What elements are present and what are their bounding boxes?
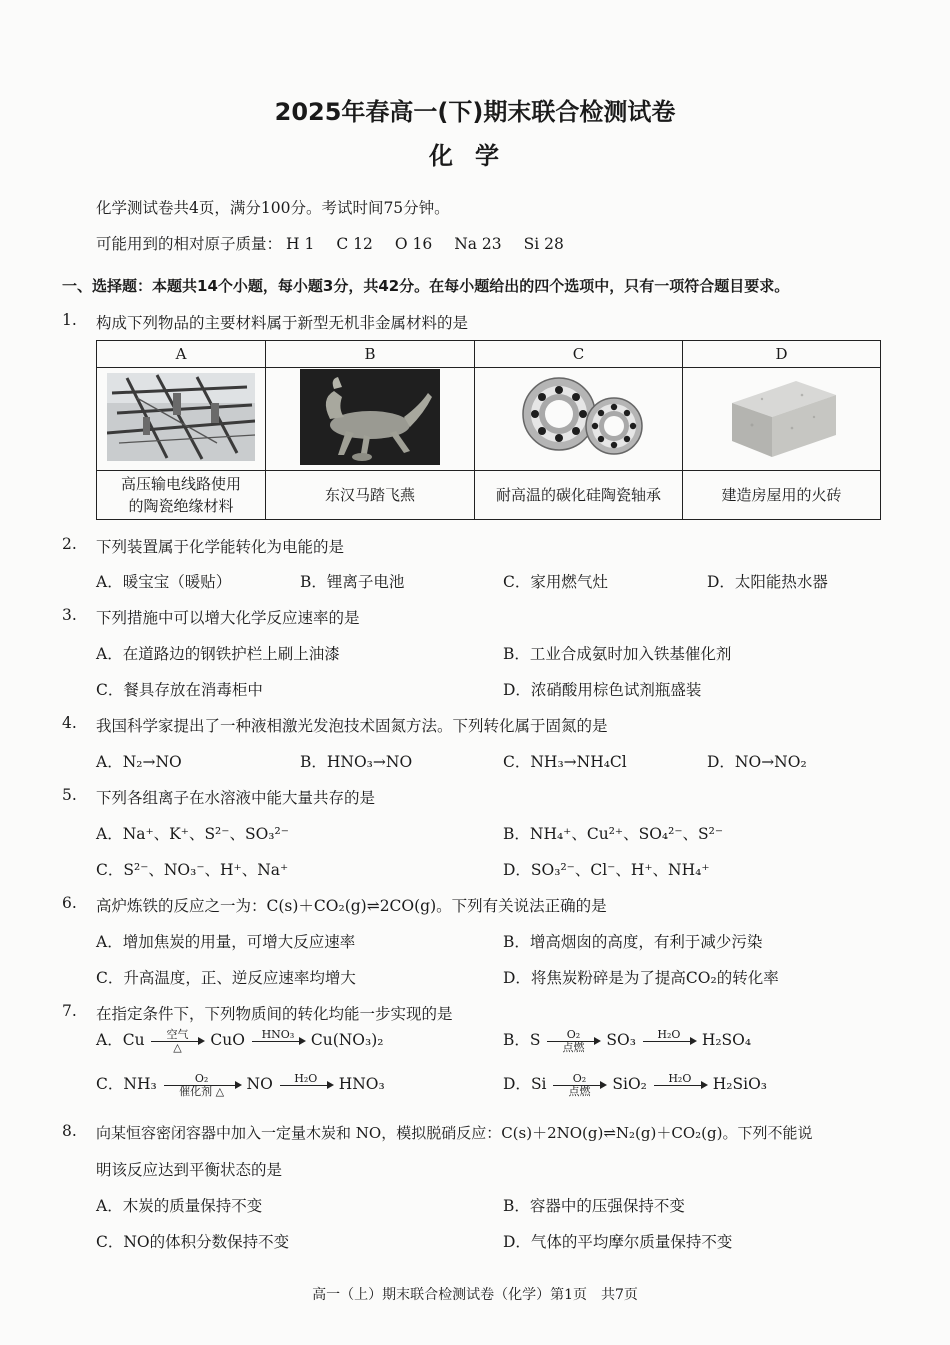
caption-cell: 东汉马踏飞燕 [266,471,475,520]
question-number: 5. [62,786,77,804]
question-number: 6. [62,894,77,912]
reaction-arrow [643,1029,695,1054]
arrow-condition-top: O₂ [194,1071,209,1085]
question-stem: 高炉炼铁的反应之一为：C(s)＋CO₂(g)⇌2CO(g)。下列有关说法正确的是 [96,897,607,915]
mass-label: 可能用到的相对原子质量： [96,235,283,253]
arrow-condition-top: H₂O [294,1071,318,1085]
caption-cell [97,471,266,520]
image-cell [266,368,475,471]
option-c[interactable]: C．NO的体积分数保持不变 [96,1233,290,1251]
option-c[interactable]: C．升高温度，正、逆反应速率均增大 [96,969,356,987]
question-stem: 构成下列物品的主要材料属于新型无机非金属材料的是 [96,314,469,332]
arrow-condition-top: O₂ [572,1071,587,1085]
arrow-condition-top: H₂O [657,1027,681,1041]
option-c[interactable] [96,1072,385,1098]
option-a[interactable]: A．暖宝宝（暖贴） [96,573,232,591]
option-a[interactable]: A．木炭的质量保持不变 [96,1197,263,1215]
option-label: C． [96,1075,124,1093]
arrow-condition-bottom [280,1086,332,1098]
question-stem-cont: 明该反应达到平衡状态的是 [96,1161,283,1179]
arrow-condition-bottom [643,1042,695,1054]
option-b[interactable]: B．锂离子电池 [300,573,405,591]
option-d[interactable]: D．SO₃²⁻、Cl⁻、H⁺、NH₄⁺ [503,861,710,879]
option-b[interactable] [503,1028,751,1054]
arrow-condition-top: HNO₃ [261,1027,295,1041]
mass-item: O 16 [394,235,433,253]
col-header: B [266,341,475,368]
arrow-condition-bottom: 点燃 [568,1084,591,1098]
option-d[interactable] [503,1072,767,1098]
reaction-arrow [280,1073,332,1098]
image-cell [475,368,683,471]
species: Cu(NO₃)₂ [310,1031,384,1049]
exam-title: 2025年春高一(下)期末联合检测试卷 [274,98,676,126]
question-number: 1. [62,311,77,329]
option-d[interactable]: D．NO→NO₂ [707,753,807,771]
reaction-arrow [252,1029,304,1054]
option-label: B． [503,1031,530,1049]
reaction-arrow [553,1073,605,1098]
mass-item: Si 28 [523,235,564,253]
question-stem: 下列装置属于化学能转化为电能的是 [96,538,345,556]
atomic-masses [96,232,586,254]
section-heading: 一、选择题：本题共14个小题，每小题3分，共42分。在每小题给出的四个选项中，只有一项符合题目要求。 [62,277,790,295]
mass-item: C 12 [336,235,373,253]
reaction-arrow [654,1073,706,1098]
question-stem: 在指定条件下，下列物质间的转化均能一步实现的是 [96,1005,453,1023]
option-c[interactable]: C．S²⁻、NO₃⁻、H⁺、Na⁺ [96,861,289,879]
species: NO [246,1075,273,1093]
image-cell [97,368,266,471]
caption-cell: 耐高温的碳化硅陶瓷轴承 [475,471,683,520]
image-cell [683,368,881,471]
question-stem: 我国科学家提出了一种液相激光发泡技术固氮方法。下列转化属于固氮的是 [96,717,608,735]
question-number: 7. [62,1002,77,1020]
option-d[interactable]: D．太阳能热水器 [707,573,828,591]
species: CuO [210,1031,245,1049]
reaction-arrow [164,1073,240,1098]
option-b[interactable]: B．工业合成氨时加入铁基催化剂 [503,645,732,663]
exam-subject: 化学 [429,142,521,170]
question-stem: 向某恒容密闭容器中加入一定量木炭和 NO，模拟脱硝反应：C(s)＋2NO(g)⇌N₂(g)＋CO₂(g)。下列不能说 [96,1124,813,1142]
bearing-icon [504,372,654,462]
species: Cu [122,1031,145,1049]
arrow-condition-bottom: 催化剂 △ [179,1084,225,1098]
caption-line: 的陶瓷绝缘材料 [128,497,234,515]
option-d[interactable]: D．气体的平均摩尔质量保持不变 [503,1233,733,1251]
question-stem: 下列措施中可以增大化学反应速率的是 [96,609,360,627]
exam-info: 化学测试卷共4页，满分100分。考试时间75分钟。 [96,199,450,217]
option-b[interactable]: B．增高烟囱的高度，有利于减少污染 [503,933,763,951]
col-header: A [97,341,266,368]
question-number: 4. [62,714,77,732]
question-number: 3. [62,606,77,624]
species: HNO₃ [338,1075,385,1093]
arrow-condition-bottom: △ [173,1040,182,1054]
arrow-condition-top: O₂ [566,1027,581,1041]
option-c[interactable]: C．餐具存放在消毒柜中 [96,681,263,699]
option-label: A． [96,1031,123,1049]
col-header: C [475,341,683,368]
option-c[interactable]: C．家用燃气灶 [503,573,608,591]
arrow-condition-bottom [654,1086,706,1098]
species: Si [530,1075,547,1093]
option-a[interactable] [96,1028,384,1054]
mass-item: Na 23 [454,235,502,253]
bronze-horse-icon [300,369,440,465]
arrow-condition-bottom [252,1042,304,1054]
firebrick-icon [722,373,842,461]
species: SO₃ [606,1031,636,1049]
question-stem: 下列各组离子在水溶液中能大量共存的是 [96,789,376,807]
option-a[interactable]: A．在道路边的钢铁护栏上刷上油漆 [96,645,340,663]
species: H₂SO₄ [701,1031,752,1049]
arrow-condition-top: 空气 [166,1027,189,1041]
reaction-arrow [151,1029,203,1054]
option-d[interactable]: D．浓硝酸用棕色试剂瓶盛装 [503,681,702,699]
arrow-condition-bottom: 点燃 [562,1040,585,1054]
question-number: 2. [62,535,77,553]
option-b[interactable]: B．容器中的压强保持不变 [503,1197,685,1215]
option-c[interactable]: C．NH₃→NH₄Cl [503,753,627,771]
option-a[interactable]: A．N₂→NO [96,753,182,771]
option-label: D． [503,1075,531,1093]
option-a[interactable]: A．增加焦炭的用量，可增大反应速率 [96,933,356,951]
caption-cell: 建造房屋用的火砖 [683,471,881,520]
page-footer: 高一（上）期末联合检测试卷（化学）第1页 共7页 [312,1287,638,1303]
species: H₂SiO₃ [712,1075,767,1093]
insulator-photo-icon [107,373,255,461]
species: S [529,1031,541,1049]
col-header: D [683,341,881,368]
species: NH₃ [123,1075,157,1093]
reaction-arrow [547,1029,599,1054]
option-b[interactable]: B．HNO₃→NO [300,753,413,771]
species: SiO₂ [612,1075,647,1093]
mass-item: H 1 [286,235,315,253]
option-d[interactable]: D．将焦炭粉碎是为了提高CO₂的转化率 [503,969,779,987]
question-number: 8. [62,1122,77,1140]
option-a[interactable]: A．Na⁺、K⁺、S²⁻、SO₃²⁻ [96,825,289,843]
option-b[interactable]: B．NH₄⁺、Cu²⁺、SO₄²⁻、S²⁻ [503,825,724,843]
caption-line: 高压输电线路使用 [120,475,241,493]
arrow-condition-top: H₂O [668,1071,692,1085]
q1-table [96,340,881,520]
